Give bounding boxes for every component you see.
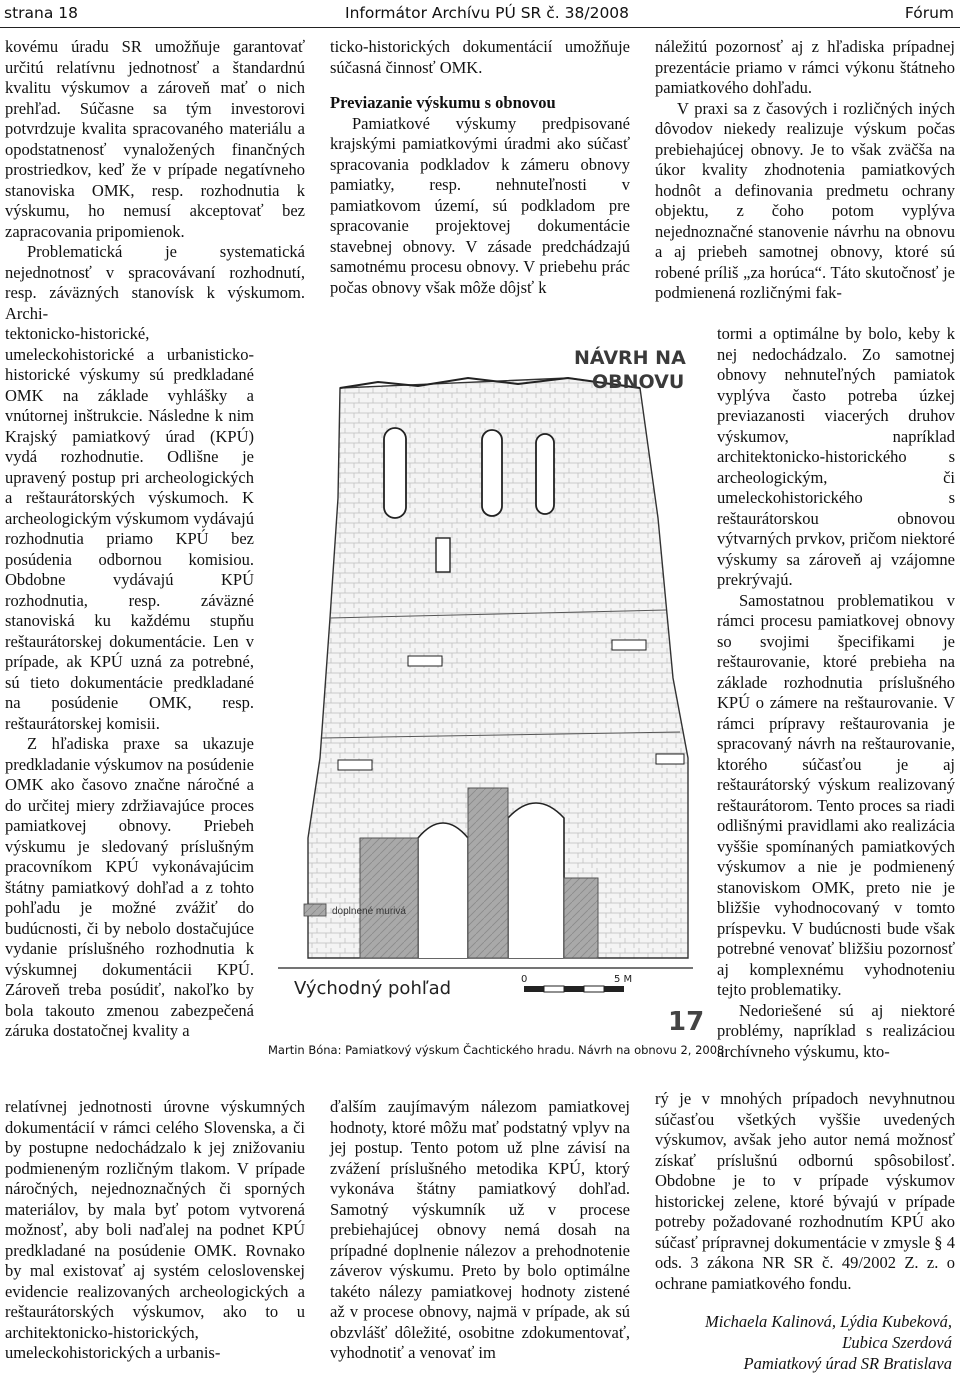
scale-bar: [524, 986, 624, 992]
column-3-lower: [655, 1089, 955, 1294]
column-2-lower: [330, 1097, 630, 1364]
section-name: Fórum: [904, 4, 954, 22]
legend-label: doplnené murivá: [332, 906, 406, 917]
paragraph: náležitú pozornosť aj z hľadiska prípadnej prezentácie priamo v rámci výkonu štátneho pamiatkového dohľadu.: [655, 37, 955, 97]
paragraph: Nedoriešené sú aj niektoré problémy, napríklad s realizáciou archívneho výskumu, kto-: [717, 1000, 955, 1061]
column-3-upper: [655, 37, 955, 304]
paragraph: V praxi sa z časových i rozličných iných dôvodov niekedy realizuje výskum počas prebiehajúcej obnovy. Je to však zväčša na úkor kvality zhodnotenia pamiatkových hodnôt a definovania predmetu ochrany objektu, z čoho potom vyplýva nejednoznačné stanovenie návrhu na obnovu a aj priebeh samotnej obnovy, ktoré sú robené príliš „za horúca“. Táto skutočnosť je podmienená rozličnými fak-: [655, 98, 955, 302]
elevation-drawing: [268, 318, 705, 1038]
paragraph: ďalším zaujímavým nálezom pamiatkovej hodnoty, ktoré môžu mať podstatný vplyv na jej postup. Tento potom už plne závisí na zvážení príslušného metodika KPÚ, ktorý vykonáva štátny pamiatkový dohľad. Samotný výskumník už v procese prebiehajúcej obnovy nemá dosah na prípadné doplnenie nálezov a prehodnotenie záverov výskumu. Preto by bolo optimálne takéto nálezy pamiatkovej hodnoty zistené až v procese obnovy, najmä v prípade, ak sú obzvlášť dôležité, osobitne zdokumentovať, vyhodnotiť a venovať im: [330, 1097, 630, 1362]
paragraph: ticko-historických dokumentácií umožňuje súčasná činnosť OMK.: [330, 37, 630, 77]
column-1-lower: [5, 1097, 305, 1364]
figure-title-line2: OBNOVU: [592, 371, 685, 393]
scale-end: 5 M: [614, 974, 633, 985]
figure-page-number: 17: [668, 1007, 705, 1037]
column-3-middle: [717, 324, 955, 1062]
section-heading: Previazanie výskumu s obnovou: [330, 93, 556, 112]
paragraph: rý je v mnohých prípadoch nevyhnutnou súčasťou všetkých vyššie uvedených výskumov, avšak jeho autor nemá možnosť získať príslušnú odbornú spôsobilosť. Obdobne je to v prípade výskumov historickej zelene, ktoré bývajú v prípade potreby požadované rozhodnutím KPÚ ako súčasť prípravnej dokumentácie v zmysle § 4 ods. 3 zákona NR SR č. 49/2002 Z. z. o ochrane pamiatkového fondu.: [655, 1089, 955, 1293]
signature-line: Pamiatkový úrad SR Bratislava: [743, 1354, 952, 1373]
author-signature: [705, 1311, 952, 1374]
signature-line: Ľubica Szerdová: [842, 1333, 952, 1352]
column-2-upper: [330, 37, 630, 298]
paragraph: Pamiatkové výskumy predpisované krajskými pamiatkovými úradmi ako súčasť spracovania podkladov k zámeru obnovy pamiatky, resp. nehnuteľnosti v pamiatkovom území, sú podkladom pre spracovanie projektovej dokumentácie stavebnej obnovy. V zásade predchádzajú samotnému procesu obnovy. V priebehu prác počas obnovy však môže dôjsť k: [330, 113, 630, 297]
column-1-middle: [5, 324, 254, 1042]
page-header: [0, 0, 960, 28]
paragraph: tormi a optimálne by bolo, keby k nej nedochádzalo. Zo samotnej obnovy nehnuteľných pamiatok vyplýva často potreba úzkej previazanosti viacerých druhov výskumov, napríklad architektonicko-historického s archeologickým, či umeleckohistorického s reštaurátorskou obnovou výtvarných prvkov, pričom niektoré výskumy sa zároveň aj vzájomne prekrývajú.: [717, 324, 955, 589]
legend-swatch: [304, 904, 326, 916]
paragraph: Problematická je systematická nejednotnosť v spracovávaní rozhodnutí, resp. záväzných stanovísk k výskumom. Archi-: [5, 242, 305, 323]
paragraph: tektonicko-historické, umeleckohistorické a urbanisticko-historické výskumy sú predkladané OMK na základe vyhlášky a vnútornej inštrukcie. Následne k nim Krajský pamiatkový úrad (KPÚ) vydá rozhodnutie. Odlišne je upravený postup pri archeologických a reštaurátorských výskumoch. K archeologickým výskumom vydávajú rozhodnutia priamo KPÚ bez posúdenia odbornou komisiou. Obdobne vydávajú KPÚ rozhodnutia, resp. záväzné stanoviská ku každému stupňu reštaurátorskej dokumentácie. Len v prípade, ak KPÚ uzná za potrebné, sú tieto dokumentácie predkladané na posúdenie OMK, resp. reštaurátorskej komisii.: [5, 324, 254, 733]
paragraph: Samostatnou problematikou v rámci procesu pamiatkovej obnovy so svojimi špecifikami je reštaurovanie, ktoré prebieha na základe rozhodnutia príslušného KPÚ o zámere na reštaurovanie. V rámci prípravy reštaurovania je spracovaný návrh na reštaurovanie, ktorého súčasťou je aj reštaurátorský výskum realizovaný reštaurátorom. Tento proces sa riadi odlišnými pravidlami ako realizácia vyššie spomínaných pamiatkových výskumov a nie je podmienený stanoviskom OMK, preto nie je bližšie vyhodnocovaný v tomto príspevku. V budúcnosti bude však potrebné venovať bližšiu pozornosť aj komplexnému vyhodnoteniu tejto problematiky.: [717, 590, 955, 999]
paragraph: kovému úradu SR umožňuje garantovať určitú relatívnu jednotnosť a štandardnú kvalitu výskumov a zároveň mať o nich prehľad. Súčasne sa tým investorovi potvrdzuje kvalita spracovaného materiálu a opodstatnenosť vynaložených finančných prostriedkov, keď že v prípade negatívneho stanoviska OMK, resp. rozhodnutia k výskumu, ho nemusí akceptovať bez zapracovania pripomienok.: [5, 37, 305, 241]
figure-caption: Martin Bóna: Pamiatkový výskum Čachtického hradu. Návrh na obnovu 2, 2008: [268, 1043, 725, 1057]
view-label: Východný pohľad: [294, 978, 452, 999]
page-number: strana 18: [4, 4, 78, 22]
figure-title-line1: NÁVRH NA: [574, 347, 686, 369]
paragraph: Z hľadiska praxe sa ukazuje predkladanie výskumov na posúdenie OMK ako časovo značne náročné a do určitej miery zdržiavajúce proces pamiatkovej obnovy. Priebeh výskumu je sledovaný príslušným pracovníkom KPÚ vykonávajúcim štátny pamiatkový dohľad a z tohto pohľadu je možné zvážiť do budúcnosti, či by nebolo dostačujúce vydanie príslušného rozhodnutia k výskumnej dokumentácii KPÚ. Zároveň treba posúdiť, nakoľko by bola takouto zmenou zabezpečená záruka dostatočnej kvality a: [5, 734, 254, 1040]
paragraph: relatívnej jednotnosti úrovne výskumných dokumentácií v rámci celého Slovenska, a či by postupne nedochádzalo k jej znižovaniu podmieneným rozličným tlakom. V prípade náročných, nejednoznačných či sporných materiálov, by mala byť potom vytvorená možnosť, aby boli naďalej na podnet KPÚ predkladané na posúdenie OMK. Rovnako by mal existovať aj systém celoslovenskej evidencie realizovaných archeologických a reštaurátorských výskumov, ako to u architektonicko-historických, umeleckohistorických a urbanis-: [5, 1097, 305, 1362]
castle-elevation-figure: [268, 318, 705, 1038]
column-1-upper: [5, 37, 305, 324]
journal-title: Informátor Archívu PÚ SR č. 38/2008: [345, 4, 630, 22]
signature-line: Michaela Kalinová, Lýdia Kubeková,: [705, 1312, 952, 1331]
scale-zero: 0: [521, 974, 528, 985]
